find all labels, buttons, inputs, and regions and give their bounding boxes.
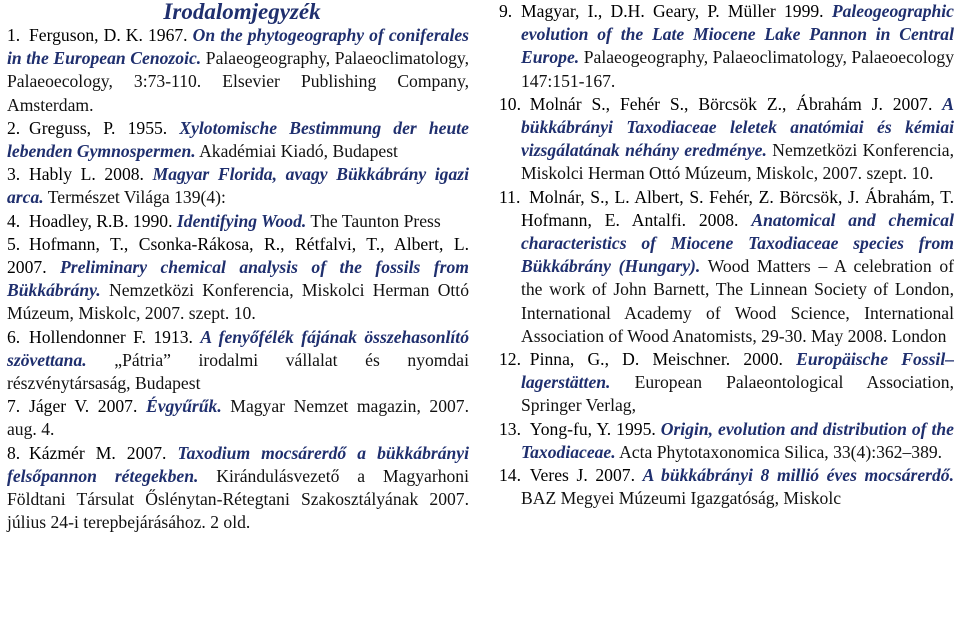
reference-title: Évgyűrűk. — [145, 396, 222, 417]
reference-title: Magyar Florida, avagy Bükkábrány igazi arca. — [7, 164, 469, 208]
reference-number: 10. — [499, 93, 521, 114]
reference-number: 7. — [7, 396, 21, 417]
reference-entry — [7, 233, 469, 326]
reference-entry — [7, 210, 469, 233]
reference-publication: Magyar Nemzet magazin, 2007. aug. 4. — [7, 396, 469, 440]
reference-title: Origin, evolution and distribution of the Taxodiaceae. — [521, 418, 954, 462]
reference-entry — [499, 0, 954, 93]
reference-authors: Hably L. 2008. — [29, 164, 144, 185]
reference-number: 2. — [7, 117, 21, 138]
reference-authors: Hofmann, T., Csonka-Rákosa, R., Rétfalvi, T., Albert, L. 2007. — [7, 233, 469, 278]
reference-entry — [499, 93, 954, 186]
reference-authors: Hollendonner F. 1913. — [29, 326, 193, 347]
reference-number: 14. — [499, 465, 521, 486]
reference-authors: Greguss, P. 1955. — [29, 117, 168, 138]
reference-entry — [7, 24, 469, 117]
reference-title: Identifying Wood. — [176, 210, 307, 231]
reference-authors: Jáger V. 2007. — [29, 396, 138, 417]
reference-entry — [7, 442, 469, 535]
reference-authors: Hoadley, R.B. 1990. — [29, 210, 173, 231]
reference-title: Europäische Fossil–lagerstätten. — [521, 349, 955, 393]
reference-publication: Acta Phytotaxonomica Silica, 33(4):362–389. — [619, 441, 943, 462]
reference-authors: Veres J. 2007. — [529, 465, 635, 486]
reference-number: 13. — [499, 418, 521, 439]
reference-number: 11. — [499, 186, 521, 207]
reference-authors: Magyar, I., D.H. Geary, P. Müller 1999. — [521, 1, 824, 21]
reference-entry — [7, 395, 469, 441]
reference-publication: Palaeogeography, Palaeoclimatology, Palaeoecology, 3:73-110. Elsevier Publishing Company, Amsterdam. — [7, 48, 469, 115]
reference-authors: Molnár S., Fehér S., Börcsök Z., Ábrahám J. 2007. — [529, 93, 933, 114]
reference-number: 4. — [7, 210, 21, 231]
reference-title: Taxodium mocsárerdő a bükkábrányi felsőpannon rétegekben. — [7, 442, 469, 486]
reference-publication: European Palaeontological Association, Springer Verlag, — [521, 372, 954, 416]
reference-title: Paleogeographic evolution of the Late Miocene Lake Pannon in Central Europe. — [521, 1, 954, 68]
reference-entry — [499, 186, 954, 348]
reference-authors: Yong-fu, Y. 1995. — [529, 418, 656, 439]
reference-entry — [7, 326, 469, 396]
reference-list-right — [499, 0, 954, 510]
reference-title: A fenyőfélék fájának összehasonlító szövettana. — [7, 326, 469, 370]
reference-number: 12. — [499, 349, 521, 370]
reference-number: 3. — [7, 164, 21, 185]
reference-publication: Nemzetközi Konferencia, Miskolci Herman Ottó Múzeum, Miskolc, 2007. szept. 10. — [521, 140, 954, 184]
section-heading: Irodalomjegyzék — [163, 0, 321, 24]
reference-publication: BAZ Megyei Múzeumi Igazgatóság, Miskolc — [521, 488, 842, 509]
reference-title: A bükkábrányi Taxodiaceae leletek anatómiai és kémiai vizsgálatának néhány eredménye. — [521, 93, 954, 161]
reference-authors: Molnár, S., L. Albert, S. Fehér, Z. Börcsök, J. Ábrahám, T. Hofmann, E. Antalfi. 2008. — [521, 186, 954, 230]
reference-authors: Ferguson, D. K. 1967. — [29, 25, 188, 45]
reference-publication: Palaeogeography, Palaeoclimatology, Palaeoecology 147:151-167. — [521, 47, 954, 91]
reference-publication: Kirándulásvezető a Magyarhoni Földtani Társulat Őslénytan-Rétegtani Szakosztályának 2007. július 24-i terepbejárásához. 2 old. — [7, 465, 469, 533]
reference-number: 8. — [7, 442, 21, 463]
reference-entry — [499, 418, 954, 464]
reference-entry — [499, 348, 954, 418]
reference-title: A bükkábrányi 8 millió éves mocsárerdő. — [642, 465, 954, 486]
reference-number: 6. — [7, 326, 21, 347]
reference-number: 1. — [7, 25, 21, 45]
reference-publication: „Pátria” irodalmi vállalat és nyomdai részvénytársaság, Budapest — [7, 349, 469, 394]
reference-title: On the phytogeography of coniferales in the European Cenozoic. — [7, 25, 470, 69]
reference-number: 5. — [7, 233, 21, 254]
reference-publication: Természet Világa 139(4): — [47, 187, 226, 208]
reference-title: Preliminary chemical analysis of the fossils from Bükkábrány. — [7, 257, 469, 301]
reference-publication: Akadémiai Kiadó, Budapest — [199, 141, 398, 162]
right-column — [499, 0, 954, 510]
reference-title: Anatomical and chemical characteristics of Miocene Taxodiaceae species from Bükkábrány (Hungary). — [521, 209, 954, 277]
reference-entry — [7, 163, 469, 209]
reference-authors: Pinna, G., D. Meischner. 2000. — [529, 349, 783, 370]
reference-authors: Kázmér M. 2007. — [29, 442, 167, 463]
reference-publication: Nemzetközi Konferencia, Miskolci Herman Ottó Múzeum, Miskolc, 2007. szept. 10. — [7, 280, 469, 324]
reference-entry — [7, 117, 469, 163]
left-column — [7, 0, 469, 534]
reference-number: 9. — [499, 1, 513, 21]
reference-title: Xylotomische Bestimmung der heute lebenden Gymnospermen. — [7, 117, 469, 162]
reference-publication: Wood Matters – A celebration of the work of John Barnett, The Linnean Society of London, International Academy of Wood Science, International Association of Wood Anatomists, 29-30. May 2008. London — [521, 256, 954, 346]
reference-entry — [499, 464, 954, 510]
reference-publication: The Taunton Press — [310, 210, 441, 231]
reference-list-left — [7, 24, 469, 534]
